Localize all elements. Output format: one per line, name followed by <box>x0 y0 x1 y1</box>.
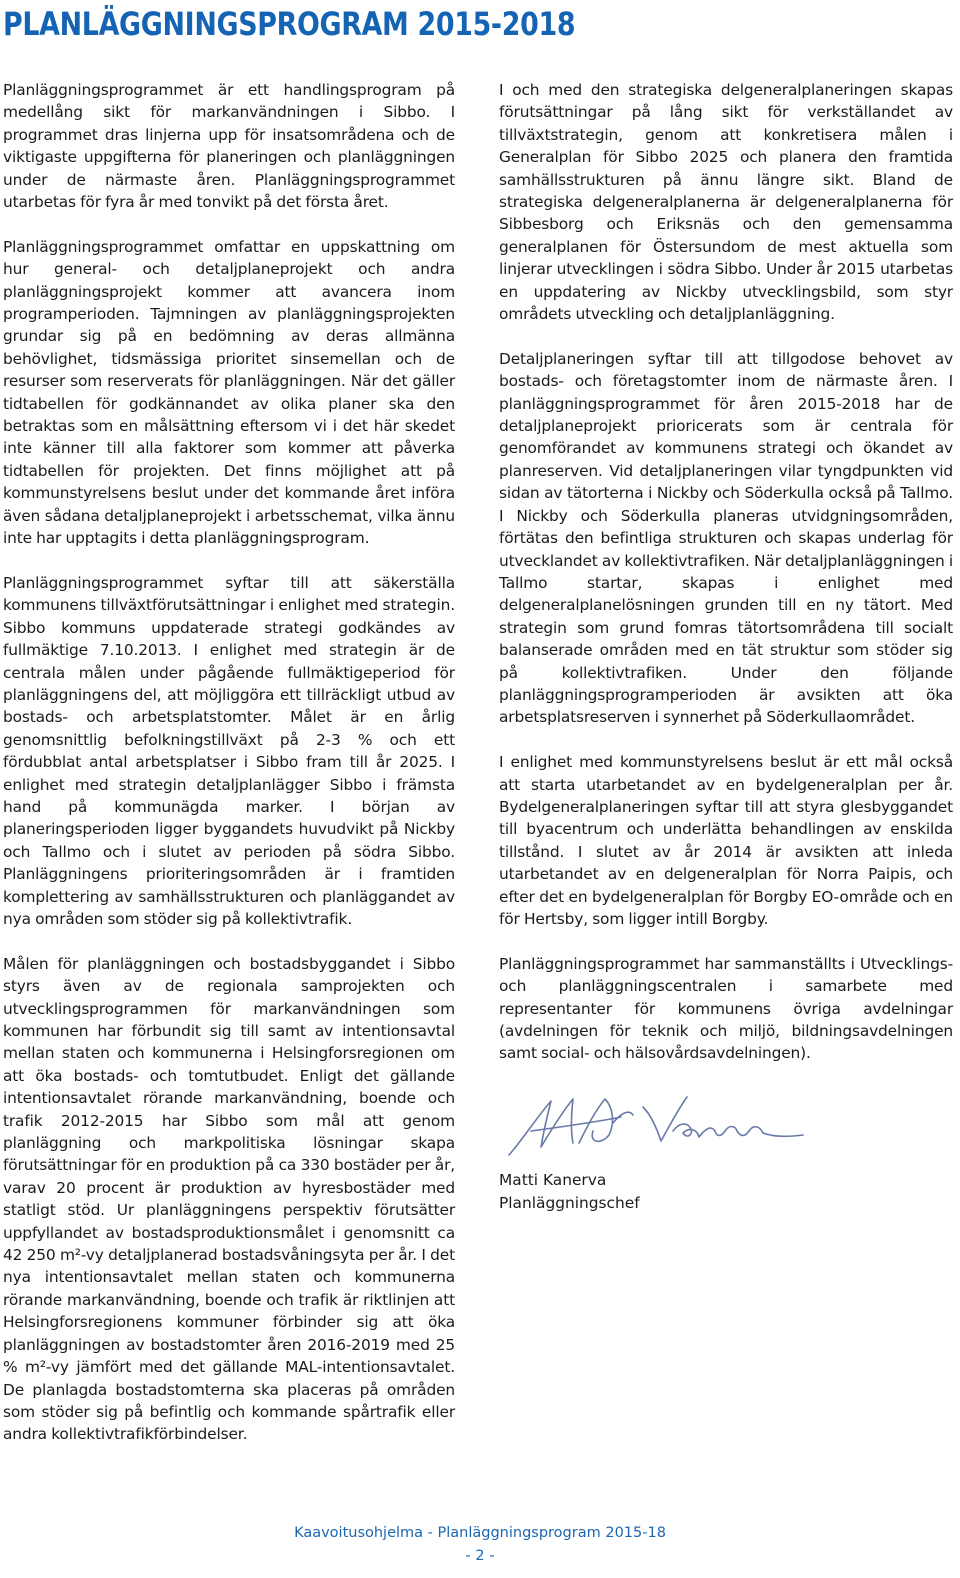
footer-title: Kaavoitusohjelma - Planläggningsprogram 2015-18 <box>294 1525 666 1541</box>
left-column <box>3 79 455 1446</box>
page-number: - 2 - <box>465 1548 495 1564</box>
paragraph: Målen för planläggningen och bostadsbyggandet i Sibbo styrs även av de regionala samprojekten och utvecklingsprogrammen för markanvändningen som kommunen har förbundit sig till samt av intentionsavtal mellan staten och kommunerna i Helsingforsregionen om att öka bostads- och tomtutbudet. Enligt det gällande intentionsavtalet rörande markanvändning, boende och trafik 2012-2015 har Sibbo som mål att genom planläggning och markpolitiska lösningar skapa förutsättningar för en produktion på ca 330 bostäder per år, varav 20 procent är produktion av hyresbostäder med statligt stöd. Ur planläggningens perspektiv förutsätter uppfyllandet av bostadsproduktionsmålet i genomsnitt ca 42 250 m²-vy detaljplanerad bostadsvåningsyta per år. I det nya intentionsavtalet mellan staten och kommunerna rörande markanvändning, boende och trafik är riktlinjen att Helsingforsregionens kommuner förbinder sig att öka planläggningen av bostadstomter åren 2016-2019 med 25 % m²-vy jämfört med det gällande MAL-intentionsavtalet. De planlagda bostadstomterna ska placeras på områden som stöder sig på befintlig och kommande spårtrafik eller andra kollektivtrafikförbindelser. <box>3 954 455 1444</box>
right-column <box>499 79 953 1214</box>
paragraph: Planläggningsprogrammet omfattar en uppskattning om hur general- och detaljplaneprojekt och andra planläggningsprojekt kommer att avancera inom programperioden. Tajmningen av planläggningsprojekten grundar sig på en bedömning av deras allmänna behövlighet, tidsmässiga prioritet sinsemellan och de resurser som reserverats för planläggningen. När det gäller tidtabellen för godkännandet av olika planer ska den betraktas som en målsättning eftersom vi i det här skedet inte känner till alla faktorer som kommer att påverka tidtabellen för projekten. Det finns möjlighet att på kommunstyrelsens beslut under det kommande året införa även sådana detaljplaneprojekt i arbetsschemat, vilka ännu inte har upptagits i detta planläggningsprogram. <box>3 237 455 548</box>
page-title: PLANLÄGGNINGSPROGRAM 2015-2018 <box>3 5 576 43</box>
paragraph: Planläggningsprogrammet har sammanställts i Utvecklings- och planläggningscentralen i samarbete med representanter för kommunens övriga avdelningar (avdelningen för teknik och miljö, bildningsavdelningen samt social- och hälsovårdsavdelningen). <box>499 954 953 1063</box>
paragraph: Planläggningsprogrammet är ett handlingsprogram på medellång sikt för markanvändningen i Sibbo. I programmet dras linjerna upp för insatsområdena och de viktigaste uppgifterna för planeringen och planläggningen under de närmaste åren. Planläggningsprogrammet utarbetas för fyra år med tonvikt på det första året. <box>3 81 455 212</box>
signer-name: Matti Kanerva <box>499 1171 607 1190</box>
page-footer <box>0 1523 960 1566</box>
signer-block <box>499 1169 953 1214</box>
paragraph: I enlighet med kommunstyrelsens beslut är ett mål också att starta utarbetandet av en bydelgeneralplan per år. Bydelgeneralplaneringen syftar till att styra glesbyggandet till byacentrum och underlätta behandlingen av enskilda tillstånd. I slutet av år 2014 är avsikten att inleda utarbetandet av en delgeneralplan för Norra Paipis, och efter det en bydelgeneralplan för Borgby EO-område och en för Hertsby, som ligger intill Borgby. <box>499 753 953 928</box>
paragraph: Detaljplaneringen syftar till att tillgodose behovet av bostads- och företagstomter inom de närmaste åren. I planläggningsprogrammet för åren 2015-2018 har de detaljplaneprojekt prioricerats som är centrala för genomförandet av kommunens strategi och ökandet av planreserven. Vid detaljplaneringen vilar tyngdpunkten vid sidan av tätorterna i Nickby och Söderkulla också på Tallmo. I Nickby och Söderkulla planeras utvidgningsområden, förtätas den befintliga strukturen och skapas underlag för utvecklandet av kollektivtrafiken. När detaljplanläggningen i Tallmo startar, skapas i enlighet med delgeneralplanelösningen grunden till en ny tätort. Med strategin som grund fomras tätortsområdena till socialt balanserade områden med en tät struktur som stöder sig på kollektivtrafiken. Under den följande planläggningsprogramperioden är avsikten att öka arbetsplatsreserven i synnerhet på Söderkullaområdet. <box>499 349 953 727</box>
paragraph: Planläggningsprogrammet syftar till att säkerställa kommunens tillväxtförutsättningar i enlighet med strategin. Sibbo kommuns uppdaterade strategi godkändes av fullmäktige 7.10.2013. I enlighet med strategin är de centrala målen under pågående fullmäktigeperiod för planläggningens del, att möjliggöra ett tillräckligt utbud av bostads- och arbetsplatstomter. Målet är en årlig genomsnittlig befolkningstillväxt på 2-3 % och ett fördubblat antal arbetsplatser i Sibbo fram till år 2025. I enlighet med strategin detaljplanlägger Sibbo i främsta hand på kommunägda marker. I början av planeringsperioden ligger byggandets huvudvikt på Nickby och Tallmo och i slutet av perioden på södra Sibbo. Planläggningens prioriteringsområden är i framtiden komplettering av samhällsstrukturen och planläggandet av nya områden som stöder sig på kollektivtrafik. <box>3 573 455 928</box>
handwritten-signature <box>501 1087 821 1165</box>
paragraph: I och med den strategiska delgeneralplaneringen skapas förutsättningar på lång sikt för verkställandet av tillväxtstrategin, genom att konkretisera målen i Generalplan för Sibbo 2025 och planera den framtida samhällsstrukturen på ännu längre sikt. Bland de strategiska delgeneralplanerna är delgeneralplanerna för Sibbesborg och Eriksnäs och den gemensamma generalplanen för Östersundom de mest aktuella som linjerar utvecklingen i södra Sibbo. Under år 2015 utarbetas en uppdatering av Nickby utvecklingsbild, som styr områdets utveckling och detaljplanläggning. <box>499 81 953 324</box>
signer-title: Planläggningschef <box>499 1193 640 1212</box>
